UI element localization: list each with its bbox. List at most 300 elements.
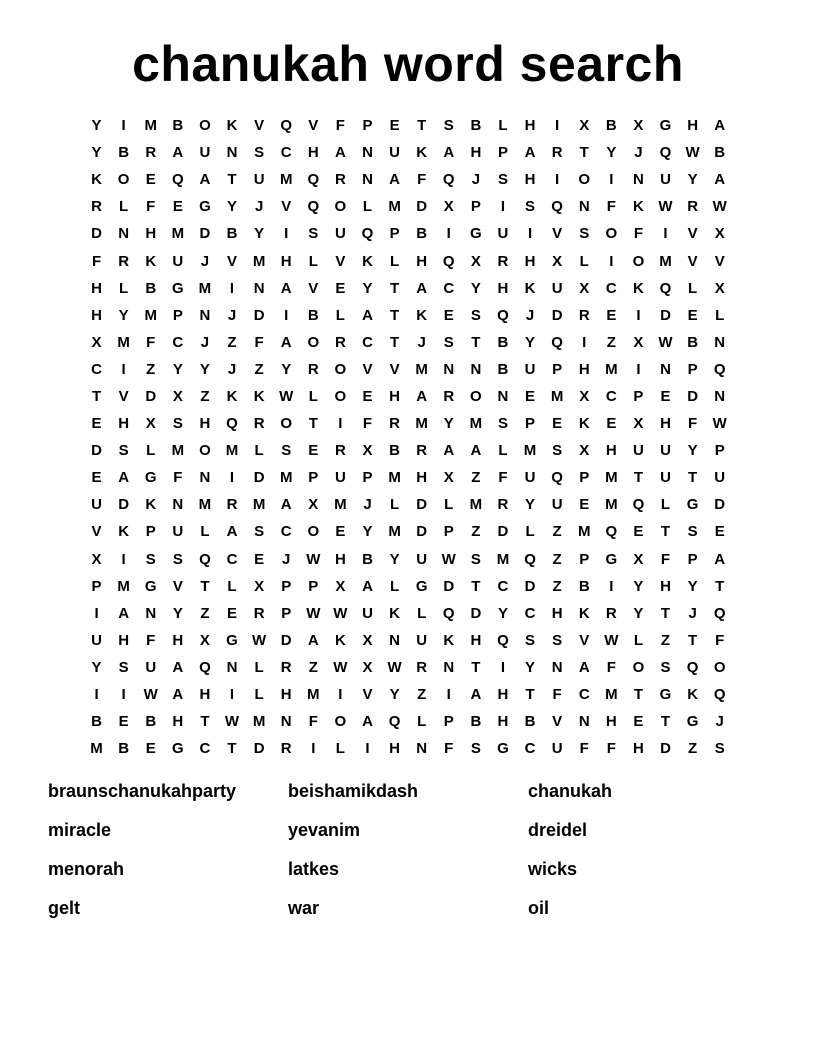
- grid-cell[interactable]: E: [714, 523, 725, 541]
- grid-cell[interactable]: M: [144, 306, 157, 324]
- grid-cell[interactable]: U: [551, 740, 563, 758]
- grid-cell[interactable]: L: [417, 604, 427, 622]
- grid-cell[interactable]: H: [470, 631, 482, 649]
- grid-cell[interactable]: J: [254, 198, 264, 216]
- grid-cell[interactable]: M: [252, 496, 266, 514]
- grid-cell[interactable]: B: [362, 550, 373, 568]
- grid-cell[interactable]: T: [688, 631, 698, 649]
- grid-cell[interactable]: C: [605, 387, 617, 405]
- grid-cell[interactable]: N: [633, 171, 644, 189]
- grid-cell[interactable]: Q: [199, 550, 211, 568]
- grid-cell[interactable]: B: [118, 144, 130, 162]
- grid-cell[interactable]: G: [659, 117, 672, 135]
- grid-cell[interactable]: D: [524, 577, 536, 595]
- grid-cell[interactable]: S: [145, 550, 156, 568]
- grid-cell[interactable]: D: [416, 496, 428, 514]
- grid-cell[interactable]: B: [145, 713, 157, 731]
- grid-cell[interactable]: K: [633, 198, 644, 216]
- grid-cell[interactable]: R: [253, 604, 265, 622]
- grid-cell[interactable]: Q: [199, 658, 211, 676]
- grid-cell[interactable]: E: [335, 523, 346, 541]
- grid-cell[interactable]: Y: [389, 550, 400, 568]
- grid-cell[interactable]: P: [633, 387, 644, 405]
- grid-cell[interactable]: I: [121, 117, 126, 135]
- grid-cell[interactable]: D: [145, 387, 157, 405]
- grid-cell[interactable]: W: [333, 658, 348, 676]
- grid-cell[interactable]: B: [389, 442, 400, 460]
- grid-cell[interactable]: Z: [146, 360, 156, 378]
- grid-cell[interactable]: Y: [172, 604, 183, 622]
- grid-cell[interactable]: H: [470, 144, 482, 162]
- grid-cell[interactable]: I: [284, 306, 289, 324]
- grid-cell[interactable]: Y: [633, 604, 644, 622]
- grid-cell[interactable]: T: [200, 713, 210, 731]
- grid-cell[interactable]: Y: [172, 360, 183, 378]
- grid-cell[interactable]: H: [172, 631, 184, 649]
- grid-cell[interactable]: X: [443, 198, 454, 216]
- grid-cell[interactable]: R: [145, 144, 157, 162]
- grid-cell[interactable]: C: [172, 333, 184, 351]
- grid-cell[interactable]: S: [281, 442, 292, 460]
- grid-cell[interactable]: G: [415, 577, 428, 595]
- grid-cell[interactable]: B: [470, 713, 482, 731]
- grid-cell[interactable]: L: [254, 442, 264, 460]
- grid-cell[interactable]: O: [307, 523, 320, 541]
- grid-cell[interactable]: M: [523, 442, 537, 460]
- grid-cell[interactable]: V: [308, 279, 319, 297]
- grid-cell[interactable]: I: [94, 686, 99, 704]
- grid-cell[interactable]: Y: [633, 577, 644, 595]
- grid-cell[interactable]: V: [254, 117, 265, 135]
- grid-cell[interactable]: L: [525, 523, 535, 541]
- grid-cell[interactable]: P: [497, 144, 508, 162]
- grid-cell[interactable]: H: [497, 279, 509, 297]
- grid-cell[interactable]: X: [335, 577, 346, 595]
- grid-cell[interactable]: B: [578, 577, 590, 595]
- grid-cell[interactable]: P: [308, 577, 319, 595]
- grid-cell[interactable]: Y: [525, 333, 536, 351]
- grid-cell[interactable]: O: [307, 333, 320, 351]
- grid-cell[interactable]: V: [172, 577, 183, 595]
- grid-cell[interactable]: D: [91, 225, 102, 243]
- grid-cell[interactable]: B: [118, 740, 130, 758]
- grid-cell[interactable]: J: [227, 360, 237, 378]
- grid-cell[interactable]: N: [443, 658, 455, 676]
- grid-cell[interactable]: Y: [91, 658, 102, 676]
- grid-cell[interactable]: N: [145, 604, 157, 622]
- grid-cell[interactable]: Z: [552, 523, 562, 541]
- grid-cell[interactable]: J: [363, 496, 372, 514]
- grid-cell[interactable]: M: [605, 469, 618, 487]
- grid-cell[interactable]: S: [687, 523, 698, 541]
- grid-cell[interactable]: Y: [389, 686, 400, 704]
- grid-cell[interactable]: S: [470, 550, 481, 568]
- grid-cell[interactable]: F: [146, 631, 156, 649]
- grid-cell[interactable]: M: [469, 496, 483, 514]
- grid-cell[interactable]: H: [280, 686, 292, 704]
- grid-cell[interactable]: T: [389, 333, 400, 351]
- grid-cell[interactable]: B: [172, 117, 184, 135]
- grid-cell[interactable]: L: [119, 198, 129, 216]
- grid-cell[interactable]: E: [91, 469, 102, 487]
- grid-cell[interactable]: J: [634, 144, 643, 162]
- grid-cell[interactable]: M: [307, 686, 320, 704]
- grid-cell[interactable]: Z: [688, 740, 698, 758]
- grid-cell[interactable]: J: [417, 333, 426, 351]
- grid-cell[interactable]: T: [471, 333, 481, 351]
- grid-cell[interactable]: M: [252, 252, 266, 270]
- grid-cell[interactable]: R: [578, 306, 590, 324]
- grid-cell[interactable]: T: [579, 144, 589, 162]
- grid-cell[interactable]: X: [91, 550, 102, 568]
- grid-cell[interactable]: Z: [606, 333, 616, 351]
- grid-cell[interactable]: G: [171, 740, 184, 758]
- grid-cell[interactable]: T: [389, 306, 400, 324]
- grid-cell[interactable]: Y: [525, 496, 536, 514]
- grid-cell[interactable]: M: [90, 740, 103, 758]
- grid-cell[interactable]: N: [226, 144, 238, 162]
- grid-cell[interactable]: D: [551, 306, 563, 324]
- grid-cell[interactable]: B: [145, 279, 157, 297]
- grid-cell[interactable]: Z: [471, 469, 481, 487]
- grid-cell[interactable]: B: [416, 225, 428, 243]
- grid-cell[interactable]: H: [280, 252, 292, 270]
- grid-cell[interactable]: K: [362, 252, 373, 270]
- grid-cell[interactable]: U: [551, 279, 563, 297]
- grid-cell[interactable]: N: [226, 658, 238, 676]
- grid-cell[interactable]: A: [118, 604, 130, 622]
- grid-cell[interactable]: D: [280, 631, 292, 649]
- grid-cell[interactable]: R: [389, 415, 400, 433]
- grid-cell[interactable]: N: [199, 469, 211, 487]
- grid-cell[interactable]: W: [306, 550, 321, 568]
- grid-cell[interactable]: N: [389, 631, 400, 649]
- grid-cell[interactable]: S: [579, 225, 590, 243]
- grid-cell[interactable]: F: [579, 740, 589, 758]
- grid-cell[interactable]: A: [280, 496, 292, 514]
- grid-cell[interactable]: S: [470, 306, 481, 324]
- grid-cell[interactable]: V: [579, 631, 590, 649]
- grid-cell[interactable]: R: [687, 198, 699, 216]
- grid-cell[interactable]: X: [362, 658, 373, 676]
- grid-cell[interactable]: Y: [227, 198, 238, 216]
- grid-cell[interactable]: V: [227, 252, 238, 270]
- grid-cell[interactable]: T: [200, 577, 210, 595]
- grid-cell[interactable]: M: [334, 496, 347, 514]
- grid-cell[interactable]: M: [117, 577, 130, 595]
- grid-cell[interactable]: M: [171, 225, 185, 243]
- grid-cell[interactable]: C: [280, 523, 292, 541]
- grid-cell[interactable]: C: [524, 740, 536, 758]
- grid-cell[interactable]: A: [389, 171, 400, 189]
- letter-grid[interactable]: [83, 112, 733, 762]
- grid-cell[interactable]: K: [524, 279, 536, 297]
- grid-cell[interactable]: H: [307, 144, 319, 162]
- grid-cell[interactable]: P: [579, 550, 590, 568]
- grid-cell[interactable]: L: [335, 740, 345, 758]
- grid-cell[interactable]: A: [416, 279, 428, 297]
- grid-cell[interactable]: A: [362, 577, 373, 595]
- grid-cell[interactable]: C: [443, 279, 455, 297]
- grid-cell[interactable]: S: [172, 550, 183, 568]
- grid-cell[interactable]: W: [658, 198, 673, 216]
- grid-cell[interactable]: E: [660, 387, 671, 405]
- grid-cell[interactable]: N: [497, 387, 509, 405]
- grid-cell[interactable]: R: [118, 252, 130, 270]
- grid-cell[interactable]: Q: [171, 171, 184, 189]
- grid-cell[interactable]: Z: [471, 523, 481, 541]
- grid-cell[interactable]: U: [660, 442, 671, 460]
- grid-cell[interactable]: U: [660, 469, 671, 487]
- grid-cell[interactable]: R: [334, 171, 346, 189]
- grid-cell[interactable]: C: [524, 604, 536, 622]
- grid-cell[interactable]: U: [416, 631, 428, 649]
- grid-cell[interactable]: H: [497, 686, 509, 704]
- grid-cell[interactable]: H: [199, 686, 211, 704]
- grid-cell[interactable]: W: [333, 604, 348, 622]
- grid-cell[interactable]: Z: [227, 333, 237, 351]
- grid-cell[interactable]: I: [527, 225, 533, 243]
- grid-cell[interactable]: W: [604, 631, 619, 649]
- grid-cell[interactable]: X: [579, 117, 590, 135]
- grid-cell[interactable]: A: [714, 550, 726, 568]
- grid-cell[interactable]: Y: [525, 658, 536, 676]
- grid-cell[interactable]: H: [524, 171, 536, 189]
- grid-cell[interactable]: I: [365, 740, 370, 758]
- grid-cell[interactable]: K: [145, 496, 157, 514]
- grid-cell[interactable]: X: [470, 252, 481, 270]
- grid-cell[interactable]: W: [712, 198, 727, 216]
- grid-cell[interactable]: C: [226, 550, 238, 568]
- grid-cell[interactable]: V: [687, 252, 698, 270]
- grid-cell[interactable]: H: [551, 604, 563, 622]
- grid-cell[interactable]: K: [578, 415, 590, 433]
- grid-cell[interactable]: I: [229, 686, 235, 704]
- grid-cell[interactable]: M: [550, 387, 564, 405]
- grid-cell[interactable]: H: [660, 577, 671, 595]
- grid-cell[interactable]: M: [279, 171, 293, 189]
- grid-cell[interactable]: Z: [308, 658, 318, 676]
- grid-cell[interactable]: A: [362, 713, 373, 731]
- grid-cell[interactable]: Q: [226, 415, 238, 433]
- grid-cell[interactable]: N: [199, 306, 211, 324]
- grid-cell[interactable]: U: [524, 360, 536, 378]
- grid-cell[interactable]: R: [280, 658, 292, 676]
- grid-cell[interactable]: X: [145, 415, 156, 433]
- grid-cell[interactable]: M: [659, 252, 672, 270]
- grid-cell[interactable]: O: [199, 442, 211, 460]
- grid-cell[interactable]: Z: [660, 631, 671, 649]
- grid-cell[interactable]: Y: [470, 279, 481, 297]
- grid-cell[interactable]: R: [307, 360, 319, 378]
- grid-cell[interactable]: M: [605, 686, 618, 704]
- grid-cell[interactable]: L: [715, 306, 725, 324]
- grid-cell[interactable]: U: [199, 144, 211, 162]
- grid-cell[interactable]: R: [497, 496, 509, 514]
- grid-cell[interactable]: F: [362, 415, 373, 433]
- grid-cell[interactable]: T: [417, 117, 427, 135]
- grid-cell[interactable]: M: [279, 469, 293, 487]
- grid-cell[interactable]: J: [471, 171, 481, 189]
- grid-cell[interactable]: N: [253, 279, 265, 297]
- grid-cell[interactable]: R: [91, 198, 102, 216]
- grid-cell[interactable]: W: [685, 144, 700, 162]
- grid-cell[interactable]: F: [335, 117, 345, 135]
- grid-cell[interactable]: U: [91, 496, 102, 514]
- grid-cell[interactable]: M: [252, 713, 266, 731]
- grid-cell[interactable]: X: [254, 577, 265, 595]
- grid-cell[interactable]: W: [224, 713, 240, 731]
- grid-cell[interactable]: L: [579, 252, 589, 270]
- grid-cell[interactable]: X: [633, 333, 644, 351]
- grid-cell[interactable]: A: [362, 306, 373, 324]
- grid-cell[interactable]: E: [172, 198, 183, 216]
- grid-cell[interactable]: C: [91, 360, 102, 378]
- grid-cell[interactable]: I: [311, 740, 316, 758]
- grid-cell[interactable]: I: [229, 469, 235, 487]
- grid-cell[interactable]: B: [687, 333, 699, 351]
- grid-cell[interactable]: N: [470, 360, 482, 378]
- grid-cell[interactable]: T: [91, 387, 102, 405]
- grid-cell[interactable]: Y: [687, 171, 698, 189]
- grid-cell[interactable]: P: [525, 415, 536, 433]
- grid-cell[interactable]: I: [284, 225, 289, 243]
- grid-cell[interactable]: A: [226, 523, 238, 541]
- grid-cell[interactable]: O: [334, 387, 347, 405]
- grid-cell[interactable]: A: [172, 658, 184, 676]
- grid-cell[interactable]: E: [552, 415, 563, 433]
- grid-cell[interactable]: N: [443, 360, 455, 378]
- grid-cell[interactable]: R: [280, 740, 292, 758]
- grid-cell[interactable]: W: [252, 631, 267, 649]
- grid-cell[interactable]: N: [578, 713, 590, 731]
- grid-cell[interactable]: P: [91, 577, 102, 595]
- grid-cell[interactable]: P: [579, 469, 590, 487]
- grid-cell[interactable]: P: [172, 306, 183, 324]
- grid-cell[interactable]: A: [118, 469, 130, 487]
- grid-cell[interactable]: X: [579, 279, 590, 297]
- grid-cell[interactable]: U: [416, 550, 428, 568]
- grid-cell[interactable]: U: [362, 604, 373, 622]
- grid-cell[interactable]: F: [417, 171, 427, 189]
- grid-cell[interactable]: Y: [443, 415, 454, 433]
- grid-cell[interactable]: H: [605, 713, 617, 731]
- grid-cell[interactable]: L: [498, 442, 508, 460]
- grid-cell[interactable]: S: [172, 415, 183, 433]
- grid-cell[interactable]: L: [362, 198, 373, 216]
- grid-cell[interactable]: H: [687, 117, 699, 135]
- grid-cell[interactable]: L: [389, 496, 400, 514]
- grid-cell[interactable]: J: [200, 333, 210, 351]
- grid-cell[interactable]: Q: [551, 469, 563, 487]
- grid-cell[interactable]: B: [605, 117, 617, 135]
- grid-cell[interactable]: M: [171, 442, 185, 460]
- grid-cell[interactable]: E: [145, 740, 156, 758]
- grid-cell[interactable]: O: [280, 415, 293, 433]
- grid-cell[interactable]: O: [632, 252, 645, 270]
- grid-cell[interactable]: X: [579, 442, 590, 460]
- grid-cell[interactable]: W: [387, 658, 402, 676]
- grid-cell[interactable]: M: [469, 415, 483, 433]
- grid-cell[interactable]: A: [307, 631, 319, 649]
- grid-cell[interactable]: K: [253, 387, 265, 405]
- grid-cell[interactable]: R: [334, 333, 346, 351]
- grid-cell[interactable]: J: [227, 306, 237, 324]
- grid-cell[interactable]: S: [254, 144, 265, 162]
- grid-cell[interactable]: B: [91, 713, 102, 731]
- grid-cell[interactable]: A: [714, 171, 726, 189]
- grid-cell[interactable]: H: [524, 117, 536, 135]
- grid-cell[interactable]: D: [91, 442, 102, 460]
- grid-cell[interactable]: A: [443, 144, 455, 162]
- grid-cell[interactable]: L: [389, 577, 400, 595]
- grid-cell[interactable]: Q: [442, 252, 455, 270]
- grid-cell[interactable]: V: [389, 360, 400, 378]
- grid-cell[interactable]: Y: [254, 225, 265, 243]
- grid-cell[interactable]: E: [606, 415, 617, 433]
- grid-cell[interactable]: F: [606, 658, 616, 676]
- grid-cell[interactable]: L: [146, 442, 156, 460]
- grid-cell[interactable]: K: [578, 604, 590, 622]
- grid-cell[interactable]: Q: [713, 604, 726, 622]
- grid-cell[interactable]: K: [145, 252, 157, 270]
- grid-cell[interactable]: E: [443, 306, 454, 324]
- grid-cell[interactable]: H: [91, 306, 102, 324]
- grid-cell[interactable]: H: [497, 713, 509, 731]
- grid-cell[interactable]: E: [525, 387, 536, 405]
- grid-cell[interactable]: L: [688, 279, 698, 297]
- grid-cell[interactable]: H: [91, 279, 102, 297]
- grid-cell[interactable]: K: [443, 631, 455, 649]
- grid-cell[interactable]: G: [470, 225, 482, 243]
- grid-cell[interactable]: E: [308, 442, 319, 460]
- grid-cell[interactable]: K: [633, 279, 644, 297]
- grid-cell[interactable]: L: [227, 577, 237, 595]
- grid-cell[interactable]: D: [687, 387, 699, 405]
- grid-cell[interactable]: N: [362, 171, 373, 189]
- grid-cell[interactable]: V: [552, 225, 563, 243]
- grid-cell[interactable]: J: [525, 306, 535, 324]
- grid-cell[interactable]: R: [253, 415, 265, 433]
- grid-cell[interactable]: P: [443, 523, 454, 541]
- grid-cell[interactable]: E: [254, 550, 265, 568]
- grid-cell[interactable]: C: [605, 279, 617, 297]
- grid-cell[interactable]: G: [226, 631, 238, 649]
- grid-cell[interactable]: W: [143, 686, 158, 704]
- grid-cell[interactable]: Y: [362, 279, 373, 297]
- grid-cell[interactable]: I: [338, 415, 343, 433]
- grid-cell[interactable]: U: [334, 225, 346, 243]
- grid-cell[interactable]: I: [609, 577, 614, 595]
- grid-cell[interactable]: Q: [605, 523, 618, 541]
- grid-cell[interactable]: U: [497, 225, 509, 243]
- grid-cell[interactable]: H: [416, 252, 428, 270]
- grid-cell[interactable]: C: [362, 333, 373, 351]
- grid-cell[interactable]: R: [334, 442, 346, 460]
- grid-cell[interactable]: E: [633, 713, 644, 731]
- grid-cell[interactable]: Q: [659, 144, 672, 162]
- grid-cell[interactable]: H: [605, 442, 617, 460]
- grid-cell[interactable]: O: [605, 225, 618, 243]
- grid-cell[interactable]: V: [714, 252, 725, 270]
- grid-cell[interactable]: A: [470, 686, 482, 704]
- grid-cell[interactable]: J: [688, 604, 697, 622]
- grid-cell[interactable]: J: [200, 252, 210, 270]
- grid-cell[interactable]: N: [362, 144, 373, 162]
- grid-cell[interactable]: K: [334, 631, 346, 649]
- grid-cell[interactable]: H: [334, 550, 346, 568]
- grid-cell[interactable]: E: [633, 523, 644, 541]
